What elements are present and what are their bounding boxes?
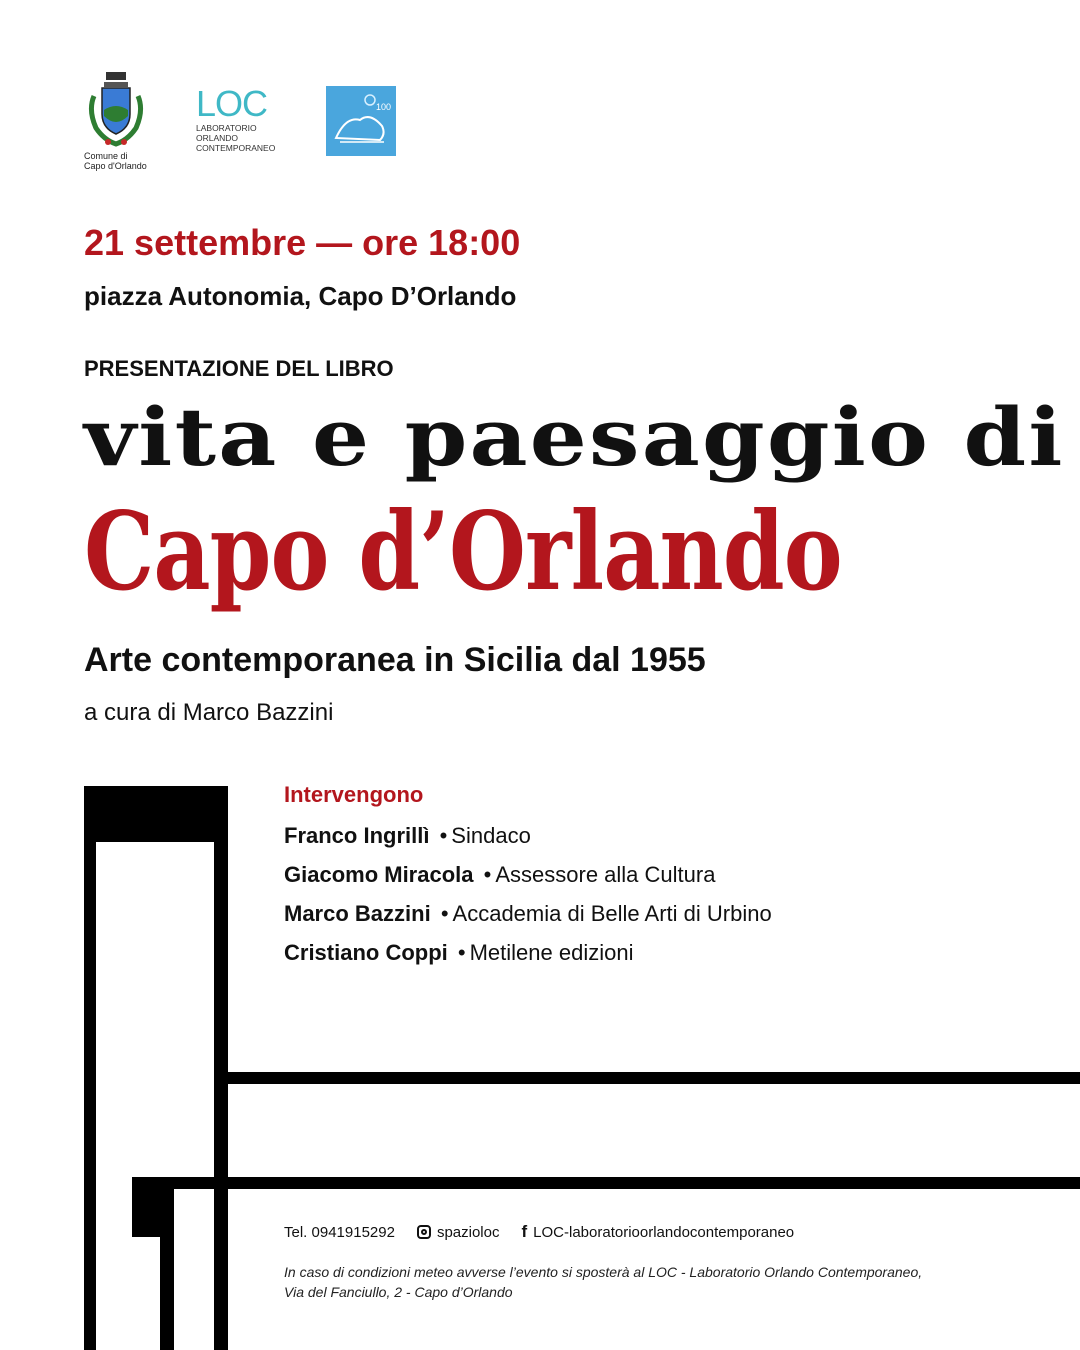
graphic-horizontal-line-1 [214,1072,1080,1084]
speaker-name: Cristiano Coppi [284,940,448,965]
contacts-row [284,1222,816,1242]
weather-note [284,1262,1004,1302]
facebook-page[interactable]: LOC-laboratorioorlandocontemporaneo [533,1223,795,1241]
book-subtitle: Arte contemporanea in Sicilia dal 1955 [84,641,706,679]
speaker-separator: • [483,862,492,887]
speaker-role: Accademia di Belle Arti di Urbino [452,901,772,926]
comune-caption [84,151,174,171]
speaker-separator: • [457,940,466,965]
speaker-separator: • [440,901,449,926]
graphic-outer-left-bar [84,786,96,1350]
book-title-line2: Capo d’Orlando [84,488,842,615]
graphic-horizontal-line-2 [132,1177,1080,1189]
loc-logo-line2: ORLANDO [196,133,239,143]
weather-note-line1: In caso di condizioni meteo avverse l’evento si sposterà al LOC - Laboratorio Orlando Contemporaneo, [284,1264,923,1280]
speakers-section [284,782,1024,972]
comune-caption-line1: Comune di [84,151,128,161]
speaker-row [284,816,1024,855]
speaker-row [284,933,1024,972]
facebook-contact[interactable] [521,1222,794,1242]
loc-logo-mark: LOC [196,83,268,124]
instagram-icon [417,1225,431,1239]
loc-logo-line1: LABORATORIO [196,123,257,133]
coat-of-arms-icon [84,70,148,150]
speaker-row [284,894,1024,933]
book-title-line1: vita e paesaggio di [84,390,1065,484]
centenary-100-icon [326,86,396,156]
svg-text:100: 100 [376,102,392,112]
comune-caption-line2: Capo d'Orlando [84,161,147,171]
graphic-lower-bar [160,1177,174,1350]
speaker-name: Franco Ingrillì [284,823,430,848]
speakers-heading: Intervengono [284,782,424,807]
speaker-row [284,855,1024,894]
speaker-role: Assessore alla Cultura [495,862,716,887]
speaker-name: Giacomo Miracola [284,862,474,887]
phone-contact[interactable] [284,1224,395,1241]
instagram-handle[interactable]: spazioloc [436,1223,500,1241]
speaker-name: Marco Bazzini [284,901,431,926]
graphic-top-block [84,786,228,842]
loc-logo-line3: CONTEMPORANEO [196,143,276,153]
instagram-contact[interactable] [417,1224,500,1241]
phone-number[interactable]: Tel. 0941915292 [284,1223,395,1241]
event-place: piazza Autonomia, Capo D’Orlando [84,281,517,311]
book-curator: a cura di Marco Bazzini [84,699,334,726]
presentation-label: PRESENTAZIONE DEL LIBRO [84,356,394,381]
weather-note-line2: Via del Fanciullo, 2 - Capo d’Orlando [284,1284,513,1300]
graphic-inner-bar [214,786,228,1350]
speaker-role: Sindaco [451,823,531,848]
loc-logo [196,83,286,156]
facebook-icon: f [521,1222,528,1241]
speaker-separator: • [439,823,448,848]
event-date: 21 settembre — ore 18:00 [84,222,521,263]
speaker-role: Metilene edizioni [469,940,634,965]
centenary-logo [326,86,396,156]
